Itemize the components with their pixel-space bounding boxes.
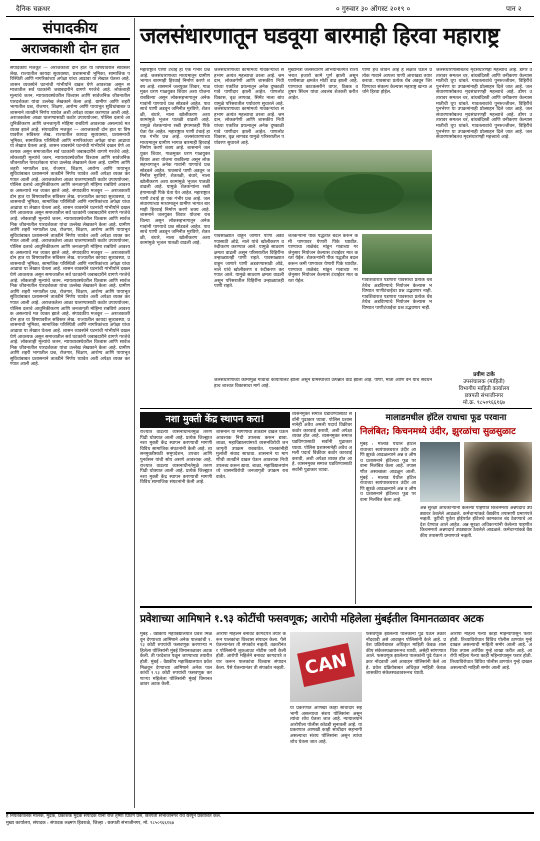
hotel-photo-2 [464,442,532,502]
lead-body-col5: जलसंधारणासोबतच मृदसंधारणही महत्त्वाचे आहे. डोंगर उतारावर समतल चर, बांधबंदिस्ती आणि वनीकरण केल्यास मातीची धूप थांबते. गावतलावांचे पुनरुज्जीवन, विहिरींचे पुनर्भरण या उपक्रमांनाही प्रोत्साहन दिले जात आहे. जलसंधारणासोबतच मृदसंधारणही महत्त्वाचे आहे. डोंगर उतारावर समतल चर, बांधबंदिस्ती आणि वनीकरण केल्यास मातीची धूप थांबते. गावतलावांचे पुनरुज्जीवन, विहिरींचे पुनर्भरण या उपक्रमांनाही प्रोत्साहन दिले जात आहे. जलसंधारणासोबतच मृदसंधारणही महत्त्वाचे आहे. डोंगर उतारावर समतल चर, बांधबंदिस्ती आणि वनीकरण केल्यास मातीची धूप थांबते. गावतलावांचे पुनरुज्जीवन, विहिरींचे पुनर्भरण या उपक्रमांनाही प्रोत्साहन दिले जात आहे. जलसंधारणासोबतच मृदसंधारणही महत्त्वाचे आहे. [436,68,532,141]
author-designation: उपसंचालक (माहिती) [463,379,505,385]
bottom-body-col1: मुंबई : वैद्यकीय महाविद्यालयात प्रवेश मिळवून देण्याच्या आमिषाने अनेक पालकांची १.९३ कोटी रुपयांची फसवणूक करणाऱ्या महिलेला पोलिसांनी मुंबई विमानतळावर अटक केली. ती परदेशात पळून जाण्याच्या तयारीत होती. मुंबई : वैद्यकीय महाविद्यालयात प्रवेश मिळवून देण्याच्या आमिषाने अनेक पालकांची १.९३ कोटी रुपयांची फसवणूक करणाऱ्या महिलेला पोलिसांनी मुंबई विमानतळावर अटक केली. [140,632,212,688]
hotel-kicker: मालाडमधील हॉटेल राधाचा फूड परवाना [385,413,507,423]
lead-body-col3b: शेतकऱ्यांनी पीक पद्धतीत बदल करून कमी पाण्यावर येणारी पिके घ्यावीत. पाण्याचा ताळेबंद मांडून गावाच्या गरजेनुसार नियोजन केल्यास टंचाईवर मात करता येईल. शेतकऱ्यांनी पीक पद्धतीत बदल करून कमी पाण्यावर येणारी पिके घ्यावीत. पाण्याचा ताळेबंद मांडून गावाच्या गरजेनुसार नियोजन केल्यास टंचाईवर मात करता येईल. [288,234,358,284]
bottom-headline: प्रवेशाच्या आमिषाने १.९३ कोटींची फसवणूक; आरोपी महिलेला मुंबईतील विमानतळावर अटक [140,613,484,625]
bottom-body-col3: या प्रकरणात आणखी काही साथीदार सहभागी असल्याचा संशय पोलिसांना असून त्यांचा शोध घेतला जात आहे. न्यायालयाने आरोपीला पोलीस कोठडी सुनावली आहे. या प्रकरणात आणखी काही साथीदार सहभागी असल्याचा संशय पोलिसांना असून त्यांचा शोध घेतला जात आहे. [290,706,362,745]
lead-headline-box [140,20,532,63]
hotel-body-col1: मुंबई : मालाड येथील हॉटेल राधाच्या स्वयंपाकघरात उंदीर आणि झुरळे आढळल्याने अन्न व औषध प्रशासनाने हॉटेलचा फूड परवाना निलंबित केला आहे. तपासणीत अस्वच्छता आढळून आली. मुंबई : मालाड येथील हॉटेल राधाच्या स्वयंपाकघरात उंदीर आणि झुरळे आढळल्याने अन्न व औषध प्रशासनाने हॉटेलचा फूड परवाना निलंबित केला आहे. [360,442,416,503]
date-line: ० गुरुवार ३० ऑगस्ट २०१९ ० [336,5,411,13]
author-phone: मो.क्र. ९८५०९६६१६७ [463,400,505,406]
lead-body-col2: जलसंधारणाच्या कामांमध्ये गावकऱ्यांचा सहभाग अत्यंत महत्त्वाचा ठरला आहे. श्रमदान, लोकवर्गणी आणि शासकीय निधी यांच्या एकत्रित प्रयत्नातून अनेक दुष्काळी गावे पाणीदार झाली आहेत. पाणलोट विकास, वृक्ष लागवड, सिमेंट नाला बांध यामुळे परिसरातील पर्यावरण सुधारले आहे. जलसंधारणाच्या कामांमध्ये गावकऱ्यांचा सहभाग अत्यंत महत्त्वाचा ठरला आहे. श्रमदान, लोकवर्गणी आणि शासकीय निधी यांच्या एकत्रित प्रयत्नातून अनेक दुष्काळी गावे पाणीदार झाली आहेत. पाणलोट विकास, वृक्ष लागवड यामुळे परिसरातील पर्यावरण सुधारले आहे. [214,68,284,146]
lead-body-tail: जलसंधारणाच्या कामांमुळे गावांचा कायापालट झाला असून ग्रामस्थांच्या उत्पन्नात वाढ झाली आहे. पाणी, माती आणि वन यांचे संवर्धन हाच शाश्वत विकासाचा मार्ग आहे. [214,378,432,389]
inset-body-col1: राज्यात वाढत्या व्यसनाधीनतेमुळे तरुण पिढी धोक्यात आली आहे. प्रत्येक जिल्ह्यात नशा मुक्ती केंद्र स्थापन करण्याची मागणी विविध सामाजिक संघटनांनी केली आहे. व्यसनमुक्तीसाठी समुपदेशन, उपचार आणि पुनर्वसन यांची सोय असणे आवश्यक आहे. राज्यात वाढत्या व्यसनाधीनतेमुळे तरुण पिढी धोक्यात आली आहे. प्रत्येक जिल्ह्यात नशा मुक्ती केंद्र स्थापन करण्याची मागणी विविध सामाजिक संघटनांनी केली आहे. [140,430,212,486]
editorial-body: संपादकीय मजकूर — अराजकाशी दोन हात या विषयावरील सविस्तर लेख. राज्यातील कायदा सुव्यवस्था, प्रशासनाची भूमिका, सामाजिक परिस्थिती आणि नागरिकांच्या अपेक्षा यांचा आढावा या लेखात घेतला आहे. शासन व्यवस्थेने घटनांची गांभीर्याने दखल घेणे आवश्यक असून समाजातील सर्व घटकांनी जबाबदारीने वागणे गरजेचे आहे. लोकशाही मूल्यांचे जतन, न्यायव्यवस्थेवरील विश्वास आणि सार्वजनिक जीवनातील पारदर्शकता यांचा उल्लेख लेखकाने केला आहे. ग्रामीण आणि शहरी भागातील प्रश्न, रोजगार, शिक्षण, आरोग्य आणि पायाभूत सुविधांबाबत प्रशासनाने तातडीने निर्णय घ्यावेत अशी अपेक्षा व्यक्त करण्यात आली आहे. अराजकतेला आळा घालण्यासाठी कठोर उपाययोजना, पोलिस दलाचे आधुनिकीकरण आणि जनजागृती मोहिमा राबविणे आवश्यक असल्याचे मत व्यक्त झाले आहे. संपादकीय मजकूर — अराजकाशी दोन हात या विषयावरील सविस्तर लेख. राज्यातील कायदा सुव्यवस्था, प्रशासनाची भूमिका, सामाजिक परिस्थिती आणि नागरिकांच्या अपेक्षा यांचा आढावा या लेखात घेतला आहे. शासन व्यवस्थेने घटनांची गांभीर्याने दखल घेणे आवश्यक असून समाजातील सर्व घटकांनी जबाबदारीने वागणे गरजेचे आहे. लोकशाही मूल्यांचे जतन, न्यायव्यवस्थेवरील विश्वास आणि सार्वजनिक जीवनातील पारदर्शकता यांचा उल्लेख लेखकाने केला आहे. ग्रामीण आणि शहरी भागातील प्रश्न, रोजगार, शिक्षण, आरोग्य आणि पायाभूत सुविधांबाबत प्रशासनाने तातडीने निर्णय घ्यावेत अशी अपेक्षा व्यक्त करण्यात आली आहे. अराजकतेला आळा घालण्यासाठी कठोर उपाययोजना, पोलिस दलाचे आधुनिकीकरण आणि जनजागृती मोहिमा राबविणे आवश्यक असल्याचे मत व्यक्त झाले आहे. संपादकीय मजकूर — अराजकाशी दोन हात या विषयावरील सविस्तर लेख. राज्यातील कायदा सुव्यवस्था, प्रशासनाची भूमिका, सामाजिक परिस्थिती आणि नागरिकांच्या अपेक्षा यांचा आढावा या लेखात घेतला आहे. शासन व्यवस्थेने घटनांची गांभीर्याने दखल घेणे आवश्यक असून समाजातील सर्व घटकांनी जबाबदारीने वागणे गरजेचे आहे. लोकशाही मूल्यांचे जतन, न्यायव्यवस्थेवरील विश्वास आणि सार्वजनिक जीवनातील पारदर्शकता यांचा उल्लेख लेखकाने केला आहे. ग्रामीण आणि शहरी भागातील प्रश्न, रोजगार, शिक्षण, आरोग्य आणि पायाभूत सुविधांबाबत प्रशासनाने तातडीने निर्णय घ्यावेत अशी अपेक्षा व्यक्त करण्यात आली आहे. अराजकतेला आळा घालण्यासाठी कठोर उपाययोजना, पोलिस दलाचे आधुनिकीकरण आणि जनजागृती मोहिमा राबविणे आवश्यक असल्याचे मत व्यक्त झाले आहे. संपादकीय मजकूर — अराजकाशी दोन हात या विषयावरील सविस्तर लेख. राज्यातील कायदा सुव्यवस्था, प्रशासनाची भूमिका, सामाजिक परिस्थिती आणि नागरिकांच्या अपेक्षा यांचा आढावा या लेखात घेतला आहे. शासन व्यवस्थेने घटनांची गांभीर्याने दखल घेणे आवश्यक असून समाजातील सर्व घटकांनी जबाबदारीने वागणे गरजेचे आहे. लोकशाही मूल्यांचे जतन, न्यायव्यवस्थेवरील विश्वास आणि सार्वजनिक जीवनातील पारदर्शकता यांचा उल्लेख लेखकाने केला आहे. ग्रामीण आणि शहरी भागातील प्रश्न, रोजगार, शिक्षण, आरोग्य आणि पायाभूत सुविधांबाबत प्रशासनाने तातडीने निर्णय घ्यावेत अशी अपेक्षा व्यक्त करण्यात आली आहे. अराजकतेला आळा घालण्यासाठी कठोर उपाययोजना, पोलिस दलाचे आधुनिकीकरण आणि जनजागृती मोहिमा राबविणे आवश्यक असल्याचे मत व्यक्त झाले आहे. संपादकीय मजकूर — अराजकाशी दोन हात या विषयावरील सविस्तर लेख. राज्यातील कायदा सुव्यवस्था, प्रशासनाची भूमिका, सामाजिक परिस्थिती आणि नागरिकांच्या अपेक्षा यांचा आढावा या लेखात घेतला आहे. शासन व्यवस्थेने घटनांची गांभीर्याने दखल घेणे आवश्यक असून समाजातील सर्व घटकांनी जबाबदारीने वागणे गरजेचे आहे. लोकशाही मूल्यांचे जतन, न्यायव्यवस्थेवरील विश्वास आणि सार्वजनिक जीवनातील पारदर्शकता यांचा उल्लेख लेखकाने केला आहे. ग्रामीण आणि शहरी भागातील प्रश्न, रोजगार, शिक्षण, आरोग्य आणि पायाभूत सुविधांबाबत प्रशासनाने तातडीने निर्णय घ्यावेत अशी अपेक्षा व्यक्त करण्यात आली आहे. [10,66,130,368]
section-divider [140,408,532,409]
lead-body-col4: पाणी हेच जीवन आहे हे लक्षात घेऊन प्रत्येक गावाने आपला पाणी आराखडा तयार करावा. पावसाचा प्रत्येक थेंब अडवून जिरविण्याचा संकल्प केल्यास महाराष्ट्र खऱ्या अर्थाने हिरवा होईल. [362,68,432,96]
bottom-body-col2: आरोपी महिलेने बनावट कागदपत्रे तयार करून पालकांचा विश्वास संपादन केला. पैसे घेतल्यानंतर ती संपर्कात नव्हती. तक्रारीनंतर पोलिसांनी लूकआउट नोटीस जारी केली होती. आरोपी महिलेने बनावट कागदपत्रे तयार करून पालकांचा विश्वास संपादन केला. पैसे घेतल्यानंतर ती संपर्कात नव्हती. [216,632,286,671]
inset-headline: नशा मुक्ती केंद्र स्थापन करा! [140,412,290,428]
lead-body-col3: मुख्यमंत्री जलसंधारण अभियानांतर्गत राज्यभरात हजारो कामे पूर्ण झाली असून पाणीसाठा क्षमतेत मोठी वाढ झाली आहे. पाण्याचा काटकसरीने वापर, ठिबक व तुषार सिंचन यांचा अवलंब शेतकरी करीत आहेत. [288,68,358,101]
editorial-headline: अराजकाशी दोन हात [10,38,130,61]
author-name: प्रवीण टाके [473,372,495,378]
imprint-line-1: हे नियतकालिक मालक, मुद्रक, प्रकाशक मुद्रक संपादक यांनी रोज तृष्णा प्रिंटिंग प्रेस, छत्रपती संभाजीनगर येथे छापून प्रकाशित केले. [6,814,222,819]
column-divider [355,412,356,604]
page-header [6,4,534,17]
section-divider [140,606,532,608]
inset-body-col2: शासनाने या मागणीची तातडीने दखल घेऊन आवश्यक निधी उपलब्ध करून द्यावा. शाळा, महाविद्यालयांमध्ये व्यसनविरोधी जनजागृती उपक्रम राबवावेत. पालकांनीही मुलांशी संवाद साधावा. शासनाने या मागणीची तातडीने दखल घेऊन आवश्यक निधी उपलब्ध करून द्यावा. शाळा, महाविद्यालयांमध्ये व्यसनविरोधी जनजागृती उपक्रम राबवावेत. [216,430,288,480]
bottom-body-col4: फसवणूक झालेल्या पालकांनी पुढे येऊन तक्रार नोंदवावी असे आवाहन पोलिसांनी केले आहे. प्रवेश प्रक्रियेबाबत अधिकृत माहिती केवळ शासकीय संकेतस्थळावरूनच घ्यावी, असेही सांगण्यात आले. फसवणूक झालेल्या पालकांनी पुढे येऊन तक्रार नोंदवावी असे आवाहन पोलिसांनी केले आहे. प्रवेश प्रक्रियेबाबत अधिकृत माहिती केवळ शासकीय संकेतस्थळावरूनच घ्यावी. [366,632,446,677]
paper-name: दैनिक चक्रधर [16,5,51,13]
author-city: छत्रपती संभाजीनगर [464,393,504,399]
inset-photo [362,234,432,274]
imprint-footer [6,812,534,840]
imprint-line-2: मुख्य कार्यालय, संपादक : संपादक लक्ष्मण हिवराळे, जिल्हा : छत्रपती संभाजीनगर, मो. ९८५०९६६१६७ [6,820,174,826]
can-stamp: CAN [297,643,355,687]
can-photo [290,632,362,702]
lead-headline: जलसंधारणातून घडवूया बारमाही हिरवा महाराष्ट्र [140,24,500,49]
column-divider [134,18,135,808]
bottom-body-col5: आरोपी महिला गेल्या काही महिन्यांपासून फरार होती. तिच्याविरोधात विविध पोलीस ठाण्यांत गुन्हे दाखल असल्याची माहिती समोर आली आहे. अधिक तपास आर्थिक गुन्हे शाखा करीत आहे. आरोपी महिला गेल्या काही महिन्यांपासून फरार होती. तिच्याविरोधात विविध पोलीस ठाण्यांत गुन्हे दाखल असल्याची माहिती समोर आली आहे. [450,632,532,671]
editorial-header [10,18,130,64]
author-office: विभागीय माहिती कार्यालय [458,386,510,392]
lead-body-col2b: पावसाळ्यात वाहून जाणारे पाणी अडवण्यासाठी ओढे, नाले यांचे खोलीकरण व रुंदीकरण करण्यात आले. यामुळे साठवण क्षमता वाढली असून परिसरातील विहिरींना उन्हाळ्यातही पाणी राहते. पावसाळ्यात वाहून जाणारे पाणी अडवण्यासाठी ओढे, नाले यांचे खोलीकरण व रुंदीकरण करण्यात आले. यामुळे साठवण क्षमता वाढली असून परिसरातील विहिरींना उन्हाळ्यातही पाणी राहते. [214,234,284,290]
inset-body-col3: व्यसनमुक्त समाज घडविण्यासाठी सर्वांनी पुढाकार घ्यावा. पोलिस प्रशासनानेही अवैध अमली पदार्थ विक्रीवर कठोर कारवाई करावी, अशी अपेक्षा व्यक्त होत आहे. व्यसनमुक्त समाज घडविण्यासाठी सर्वांनी पुढाकार घ्यावा. पोलिस प्रशासनानेही अवैध अमली पदार्थ विक्रीवर कठोर कारवाई करावी, अशी अपेक्षा व्यक्त होत आहे. व्यसनमुक्त समाज घडविण्यासाठी सर्वांनी पुढाकार घ्यावा. [292,412,352,473]
lead-photo [214,150,432,230]
section-title: संपादकीय [42,19,98,37]
hotel-body-col2: अन्न सुरक्षा अधिकाऱ्यांनी केलेल्या पाहणीत किचनमध्ये अन्नपदार्थ उघड्यावर ठेवलेले आढळले. कर्मचाऱ्यांकडे वैद्यकीय तपासणी प्रमाणपत्रे नव्हती. त्रुटींची पूर्तता होईपर्यंत हॉटेलचे कामकाज बंद ठेवण्याचे आदेश देण्यात आले आहेत. अन्न सुरक्षा अधिकाऱ्यांनी केलेल्या पाहणीत किचनमध्ये अन्नपदार्थ उघड्यावर ठेवलेले आढळले. कर्मचाऱ्यांकडे वैद्यकीय तपासणी प्रमाणपत्रे नव्हती. [420,506,532,539]
lead-body-col4b: गावशिवारात पडणारा पावसाचा प्रत्येक थेंब तेथेच अडविण्याचे नियोजन केल्यास भविष्यात पाणीटंचाईचा प्रश्न उद्भवणार नाही. गावशिवारात पडणारा पावसाचा प्रत्येक थेंब तेथेच अडविण्याचे नियोजन केल्यास भविष्यात पाणीटंचाईचा प्रश्न उद्भवणार नाही. [362,278,432,311]
page-number: पान २ [506,5,522,13]
lead-body-col1: महाराष्ट्रात पाणी टंचाई हा एक गंभीर प्रश्न आहे. जलसंधारणाच्या माध्यमातून ग्रामीण भागात बारमाही हिरवाई निर्माण करणे शक्य आहे. शासनाने जलयुक्त शिवार, गाळमुक्त धरण गाळयुक्त शिवार अशा योजना राबविल्या असून लोकसहभागातून अनेक गावांनी पाण्याचे प्रश्न सोडवले आहेत. पावसाचे पाणी अडवून जमिनीत मुरविणे, शेततळी, बंधारे, नाला खोलीकरण अशा कामांमुळे भूजल पातळी वाढली आहे. यामुळे शेतकऱ्यांना रब्बी हंगामातही पिके घेता येत आहेत. महाराष्ट्रात पाणी टंचाई हा एक गंभीर प्रश्न आहे. जलसंधारणाच्या माध्यमातून ग्रामीण भागात बारमाही हिरवाई निर्माण करणे शक्य आहे. शासनाने जलयुक्त शिवार, गाळमुक्त धरण गाळयुक्त शिवार अशा योजना राबविल्या असून लोकसहभागातून अनेक गावांनी पाण्याचे प्रश्न सोडवले आहेत. पावसाचे पाणी अडवून जमिनीत मुरविणे, शेततळी, बंधारे, नाला खोलीकरण अशा कामांमुळे भूजल पातळी वाढली आहे. यामुळे शेतकऱ्यांना रब्बी हंगामातही पिके घेता येत आहेत. महाराष्ट्रात पाणी टंचाई हा एक गंभीर प्रश्न आहे. जलसंधारणाच्या माध्यमातून ग्रामीण भागात बारमाही हिरवाई निर्माण करणे शक्य आहे. शासनाने जलयुक्त शिवार योजना राबविल्या असून लोकसहभागातून अनेक गावांनी पाण्याचे प्रश्न सोडवले आहेत. पावसाचे पाणी अडवून जमिनीत मुरविणे, शेततळी, बंधारे, नाला खोलीकरण अशा कामांमुळे भूजल पातळी वाढली आहे. [140,68,210,247]
hotel-photo-1 [420,442,460,502]
hotel-headline: निलंबित; किचनमध्ये उंदीर, झुरळांचा सुळसुळाट [360,427,516,437]
